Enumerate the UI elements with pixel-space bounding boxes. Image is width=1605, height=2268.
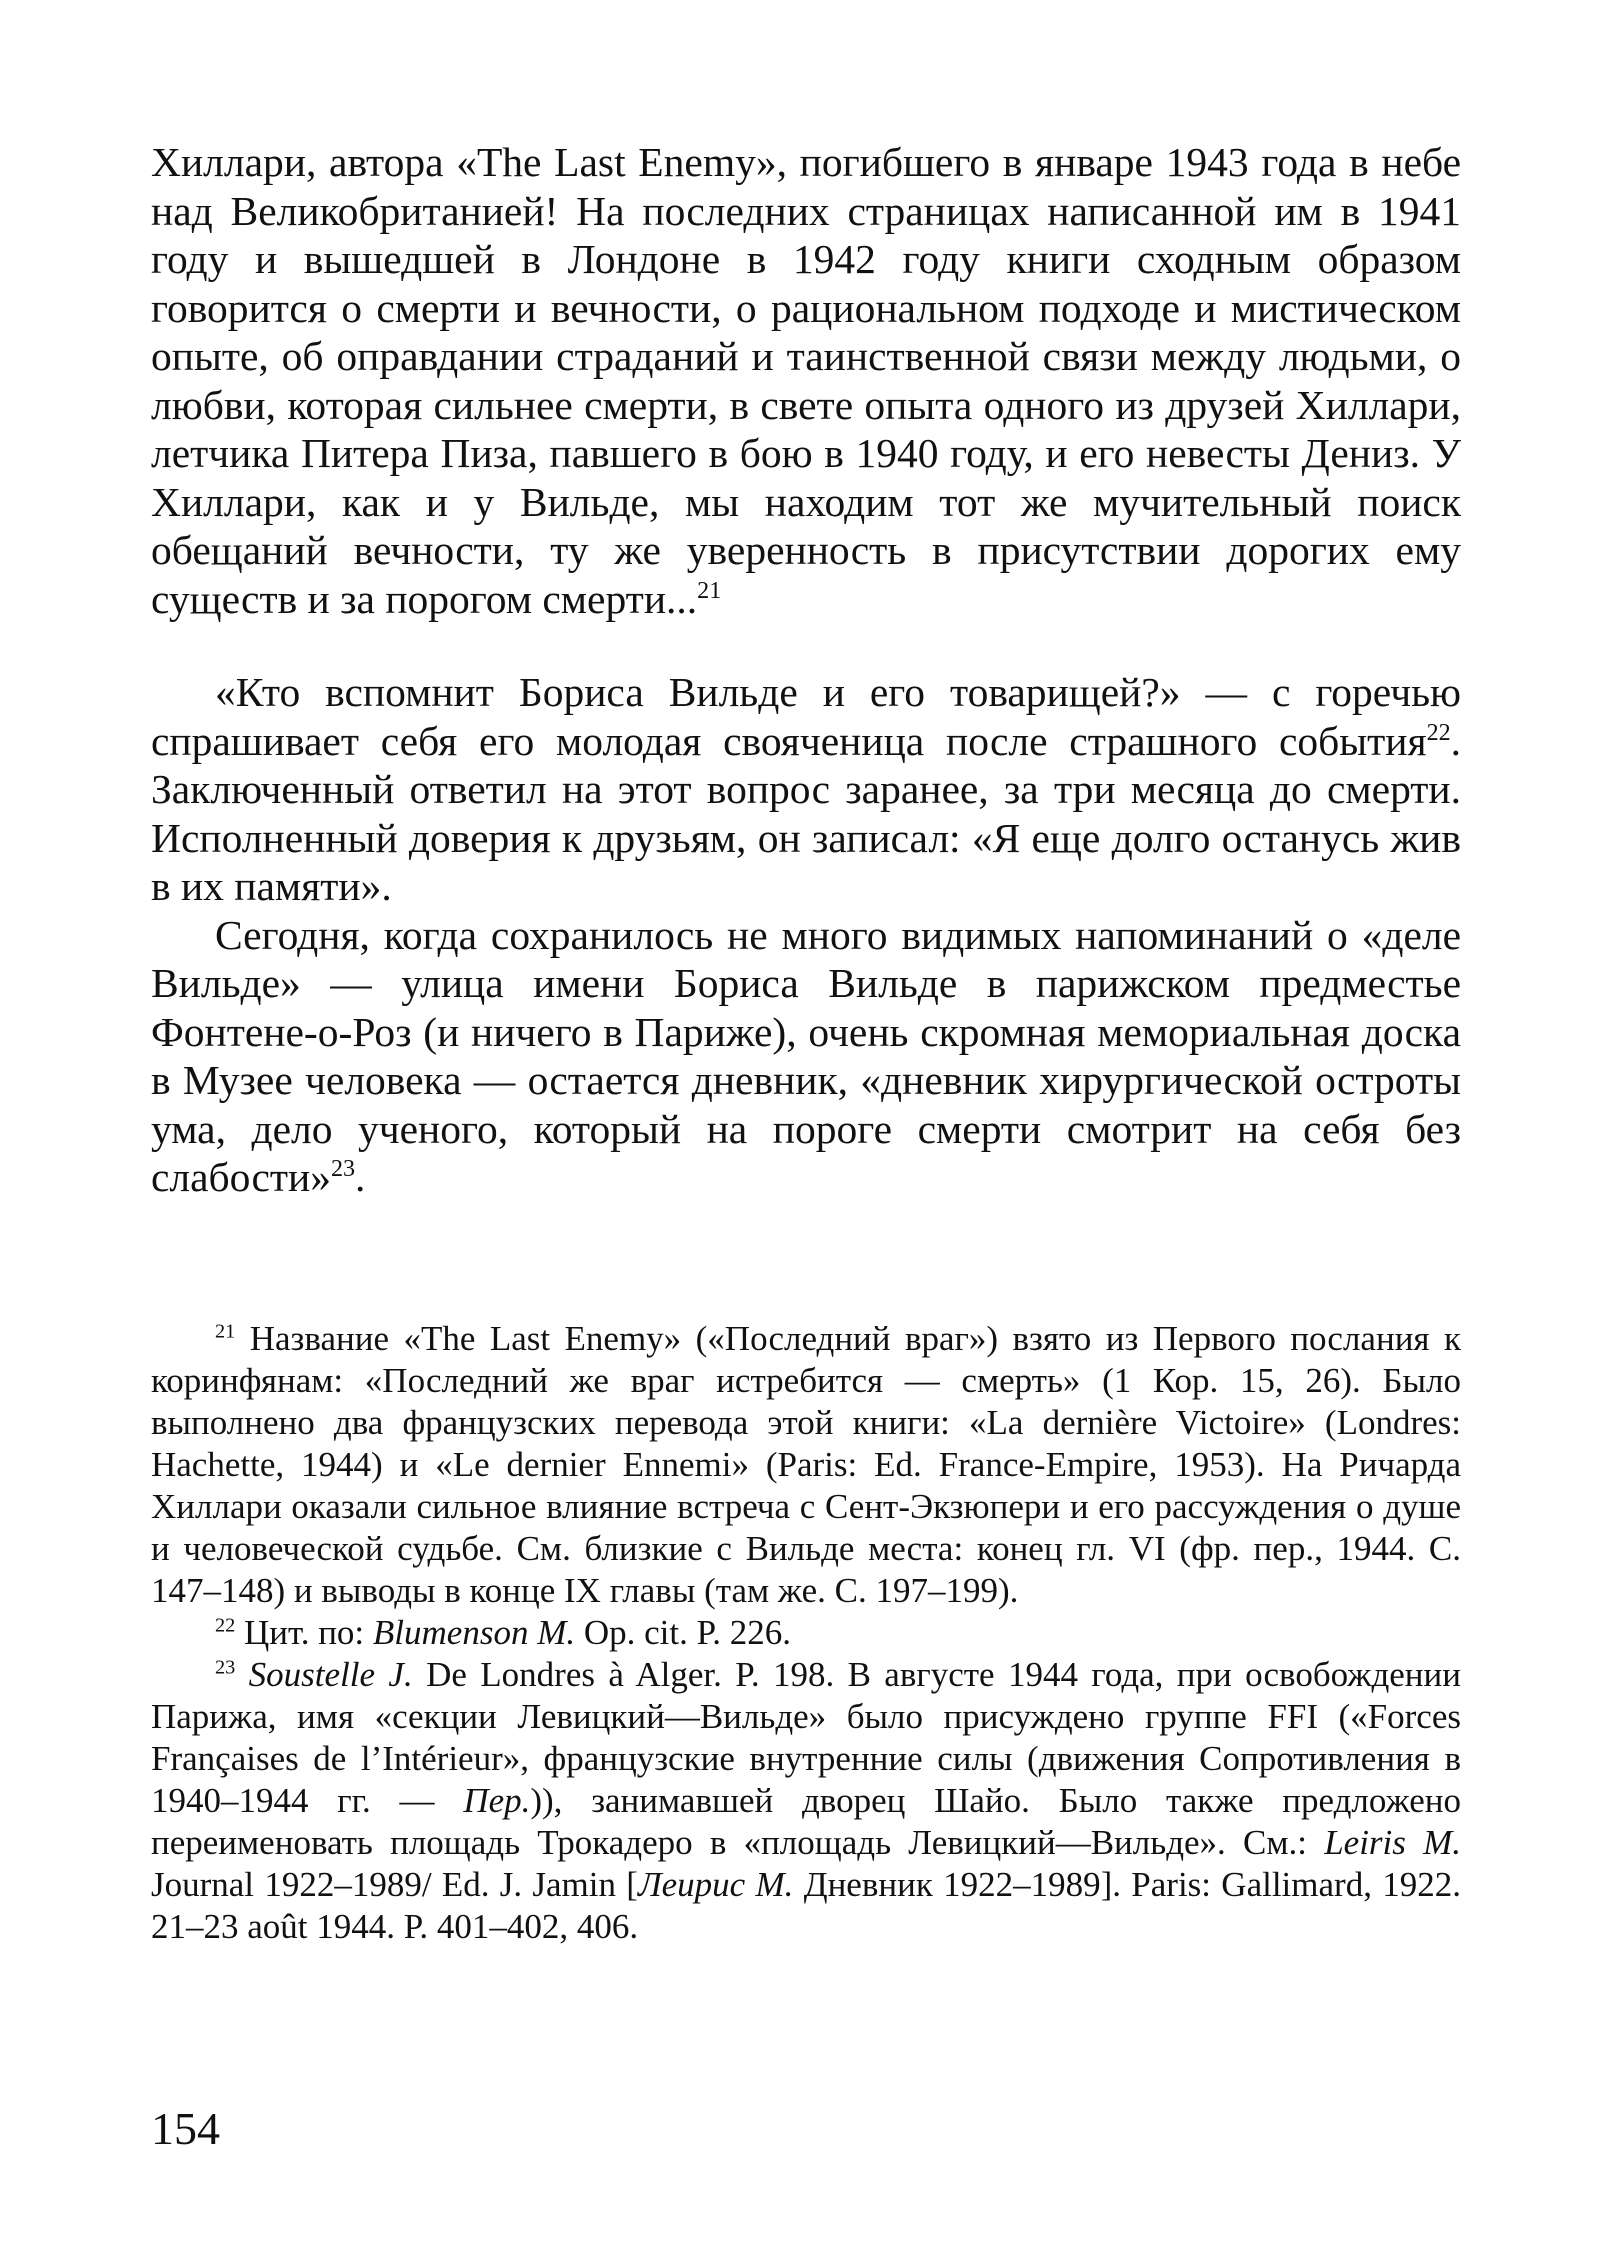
footnote-23-author: Soustelle J. bbox=[248, 1655, 413, 1694]
footnote-22 bbox=[151, 1612, 1461, 1654]
footnote-number-23: 23 bbox=[215, 1656, 236, 1679]
footnote-number-22: 22 bbox=[215, 1614, 236, 1637]
paragraph-1 bbox=[151, 138, 1461, 623]
paragraph-3 bbox=[151, 911, 1461, 1202]
footnote-21 bbox=[151, 1318, 1461, 1612]
footnote-23-part-a: De Londres à Alger. P. 198. В августе 1944 года, при освобождении Парижа, имя «секции Левицкий—Вильде» было присуждено группе FFI («Forces Françaises de l’Intérieur», французские внутренние силы (движения Сопротивления в 1940–1944 гг. — bbox=[151, 1655, 1461, 1820]
footnote-23-part-b: )), занимавшей дворец Шайо. Было также предложено переименовать площадь Трокадеро в «площадь Левицкий—Вильде». См.: bbox=[151, 1781, 1461, 1862]
footnote-21-text: Название «The Last Enemy» («Последний враг») взято из Первого послания к коринфянам: «Последний же враг истребится — смерть» (1 Кор. 15, 26). Было выполнено два французских перевода этой книги: «La dernière Victoire» (Londres: Hachette, 1944) и «Le dernier Ennemi» (Paris: Ed. France-Empire, 1953). На Ричарда Хиллари оказали сильное влияние встреча с Сент-Экзюпери и его рассуждения о душе и человеческой судьбе. См. близкие с Вильде места: конец гл. VI (фр. пер., 1944. С. 147–148) и выводы в конце IX главы (там же. С. 197–199). bbox=[151, 1319, 1461, 1610]
footnote-23-leiris: Leiris M. bbox=[1324, 1823, 1461, 1862]
footnote-ref-21: 21 bbox=[697, 577, 722, 604]
footnote-23-leiris-ru: Леирис М. bbox=[637, 1865, 794, 1904]
footnote-ref-22: 22 bbox=[1426, 719, 1451, 746]
footnote-22-pre: Цит. по: bbox=[235, 1613, 373, 1652]
footnote-22-author: Blumenson M. bbox=[372, 1613, 576, 1652]
footnote-ref-23: 23 bbox=[330, 1156, 356, 1183]
footnote-23-part-c: Journal 1922–1989/ Ed. J. Jamin [ bbox=[151, 1865, 638, 1904]
footnotes bbox=[151, 1318, 1461, 1948]
footnote-23-part-d: Дневник 1922–1989]. Paris: Gallimard, 1922. 21–23 août 1944. P. 401–402, 406. bbox=[151, 1865, 1461, 1946]
paragraph-2-text-end: . Заключенный ответил на этот вопрос заранее, за три месяца до смерти. Исполненный доверия к друзьям, он записал: «Я еще долго останусь жив в их памяти». bbox=[151, 717, 1461, 909]
paragraph-2 bbox=[151, 668, 1461, 911]
footnote-23-translator-mark: Пер. bbox=[463, 1781, 531, 1820]
footnote-number-21: 21 bbox=[215, 1320, 236, 1343]
paragraph-2-text: «Кто вспомнит Бориса Вильде и его товарищей?» — с горечью спрашивает себя его молодая свояченица после страшного события bbox=[151, 669, 1461, 764]
main-text bbox=[151, 138, 1461, 1202]
footnote-22-post: Op. cit. P. 226. bbox=[575, 1613, 791, 1652]
footnote-23 bbox=[151, 1654, 1461, 1948]
paragraph-1-text: Хиллари, автора «The Last Enemy», погибшего в январе 1943 года в небе над Великобританией! На последних страницах написанной им в 1941 году и вышедшей в Лондоне в 1942 году книги сходным образом говорится о смерти и вечности, о рациональном подходе и мистическом опыте, об оправдании страданий и таинственной связи между людьми, о любви, которая сильнее смерти, в свете опыта одного из друзей Хиллари, летчика Питера Пиза, павшего в бою в 1940 году, и его невесты Дениз. У Хиллари, как и у Вильде, мы находим тот же мучительный поиск обещаний вечности, ту же уверенность в присутствии дорогих ему существ и за порогом смерти... bbox=[151, 139, 1461, 622]
page-number: 154 bbox=[151, 2103, 220, 2154]
paragraph-3-text: Сегодня, когда сохранилось не много видимых напоминаний о «деле Вильде» — улица имени Бориса Вильде в парижском предместье Фонтене-о-Роз (и ничего в Париже), очень скромная мемориальная доска в Музее человека — остается дневник, «дневник хирургической остроты ума, дело ученого, который на пороге смерти смотрит на себя без слабости» bbox=[151, 911, 1461, 1200]
paragraph-3-text-end: . bbox=[355, 1154, 366, 1200]
